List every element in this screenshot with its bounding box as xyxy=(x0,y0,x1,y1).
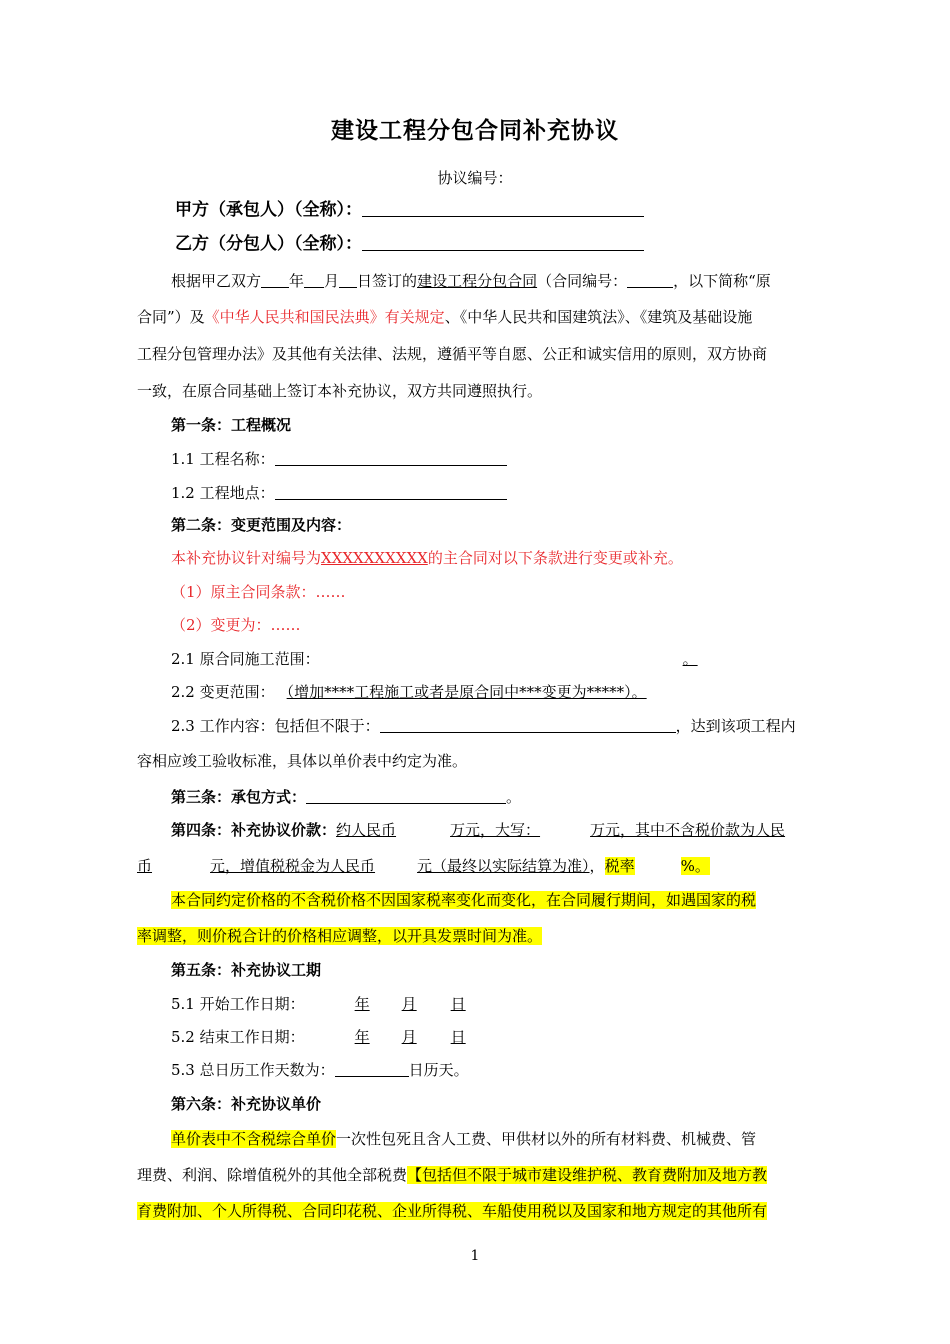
contract-number-blank xyxy=(627,271,673,288)
tax-note-text: 本合同约定价格的不含税价格不因国家税率变化而变化，在合同履行期间，如遇国家的税 xyxy=(171,891,757,909)
preamble-line-1 xyxy=(171,271,851,291)
intro-text: 的主合同对以下条款进行变更或补充。 xyxy=(427,549,683,567)
main-contract-number: XXXXXXXXXX xyxy=(321,549,428,567)
tax-list-highlight: 育费附加、个人所得税、合同印花税、企业所得税、车船使用税以及国家和地方规定的其他所有 xyxy=(137,1202,768,1220)
day-label: 日 xyxy=(450,995,466,1013)
price-text: 元，增值税税金为人民币 xyxy=(210,857,376,875)
end-date-label: 5.2 结束工作日期： xyxy=(171,1028,305,1046)
year-blank xyxy=(261,271,289,288)
article-1-heading: 第一条：工程概况 xyxy=(171,416,292,434)
project-location-line xyxy=(171,483,851,503)
project-name-label: 1.1 工程名称： xyxy=(171,450,275,468)
project-location-blank xyxy=(275,483,507,500)
civil-code-reference: 《中华人民共和国民法典》有关规定 xyxy=(204,308,445,326)
party-b-line xyxy=(175,234,855,254)
project-name-line xyxy=(171,449,851,469)
work-content-label: 2.3 工作内容：包括但不限于： xyxy=(171,717,380,735)
unit-price-highlight: 单价表中不含税综合单价 xyxy=(171,1130,337,1148)
contract-method-blank xyxy=(306,787,506,804)
work-content-line-2: 容相应竣工验收标准，具体以单价表中约定为准。 xyxy=(137,752,468,770)
tax-note-line-1 xyxy=(171,890,851,910)
article-5-heading: 第五条：补充协议工期 xyxy=(171,961,322,979)
article-6-heading: 第六条：补充协议单价 xyxy=(171,1095,322,1113)
party-a-line xyxy=(175,200,855,220)
change-scope-label: 2.2 变更范围： xyxy=(171,683,275,701)
project-name-blank xyxy=(275,449,507,466)
article-6-line-1 xyxy=(171,1129,851,1149)
work-content-text: ，达到该项工程内 xyxy=(675,717,796,735)
tax-rate-label: 税率 xyxy=(604,857,635,875)
preamble-line-2 xyxy=(137,307,817,327)
preamble-text: 日签订的 xyxy=(357,272,418,290)
project-location-label: 1.2 工程地点： xyxy=(171,484,275,502)
tax-rate-unit: %。 xyxy=(680,857,710,875)
year-label: 年 xyxy=(354,995,370,1013)
original-scope-blank: 。 xyxy=(682,650,698,668)
article-3-end: 。 xyxy=(506,788,522,806)
intro-text: 本补充协议针对编号为 xyxy=(171,549,322,567)
total-days-label: 5.3 总日历工作天数为： xyxy=(171,1061,335,1079)
end-date-line xyxy=(171,1027,851,1047)
party-b-blank xyxy=(362,234,644,251)
article-3-heading: 第三条：承包方式： xyxy=(171,788,307,806)
month-label: 月 xyxy=(401,1028,417,1046)
original-scope-line xyxy=(171,649,851,669)
article-6-line-2 xyxy=(137,1165,817,1185)
price-text: 万元，其中不含税价款为人民 xyxy=(590,821,786,839)
party-a-blank xyxy=(362,200,644,217)
tax-note-text: 率调整，则价税合计的价格相应调整，以开具发票时间为准。 xyxy=(137,927,543,945)
article-4-line-1 xyxy=(171,820,851,840)
preamble-text: 、《中华人民共和国建筑法》、《建筑及基础设施 xyxy=(444,308,753,326)
article-3-line xyxy=(171,787,851,807)
article-2-intro xyxy=(171,548,851,568)
changed-clause-item: （2）变更为：…… xyxy=(171,616,301,634)
article-4-line-2 xyxy=(137,856,817,876)
price-text: 币 xyxy=(137,857,153,875)
unit-price-text: 一次性包死且含人工费、甲供材以外的所有材料费、机械费、管 xyxy=(336,1130,757,1148)
agreement-number-label: 协议编号： xyxy=(437,169,513,187)
preamble-text: 年 xyxy=(289,272,305,290)
work-content-line xyxy=(171,716,851,736)
year-label: 年 xyxy=(354,1028,370,1046)
article-2-heading: 第二条：变更范围及内容： xyxy=(171,516,352,534)
page-number: 1 xyxy=(470,1248,480,1264)
article-6-line-3 xyxy=(137,1201,817,1221)
price-text: 元（最终以实际结算为准） xyxy=(417,857,590,875)
preamble-text: （合同编号： xyxy=(537,272,628,290)
tax-note-line-2 xyxy=(137,926,817,946)
preamble-line-4: 一致，在原合同基础上签订本补充协议，双方共同遵照执行。 xyxy=(137,382,543,400)
month-label: 月 xyxy=(401,995,417,1013)
month-blank xyxy=(304,271,324,288)
preamble-line-3: 工程分包管理办法》及其他有关法律、法规，遵循平等自愿、公正和诚实信用的原则，双方协商 xyxy=(137,345,768,363)
party-b-label: 乙方（分包人）（全称）： xyxy=(175,234,362,254)
contract-name: 建设工程分包合同 xyxy=(417,272,538,290)
total-days-unit: 日历天。 xyxy=(408,1061,469,1079)
document-title: 建设工程分包合同补充协议 xyxy=(331,117,619,144)
article-4-heading: 第四条：补充协议价款： xyxy=(171,821,337,839)
price-text: ， xyxy=(589,857,605,875)
day-blank xyxy=(339,271,357,288)
preamble-text: ，以下简称“原 xyxy=(673,272,771,290)
preamble-text: 根据甲乙双方 xyxy=(171,272,262,290)
original-clause-item: （1）原主合同条款：…… xyxy=(171,583,346,601)
original-scope-label: 2.1 原合同施工范围： xyxy=(171,650,320,668)
price-text: 万元，大写： xyxy=(450,821,541,839)
party-a-label: 甲方（承包人）（全称）： xyxy=(175,200,362,220)
total-days-line xyxy=(171,1060,851,1080)
change-scope-value: （增加****工程施工或者是原合同中***变更为*****）。 xyxy=(286,683,647,701)
work-content-blank xyxy=(380,716,676,733)
unit-price-text: 理费、利润、除增值税外的其他全部税费 xyxy=(137,1166,408,1184)
change-scope-line xyxy=(171,682,851,702)
day-label: 日 xyxy=(450,1028,466,1046)
start-date-label: 5.1 开始工作日期： xyxy=(171,995,305,1013)
total-days-blank xyxy=(335,1060,409,1077)
tax-list-highlight: 【包括但不限于城市建设维护税、教育费附加及地方教 xyxy=(407,1166,768,1184)
preamble-text: 合同”）及 xyxy=(137,308,205,326)
start-date-line xyxy=(171,994,851,1014)
price-text: 约人民币 xyxy=(336,821,397,839)
preamble-text: 月 xyxy=(324,272,340,290)
